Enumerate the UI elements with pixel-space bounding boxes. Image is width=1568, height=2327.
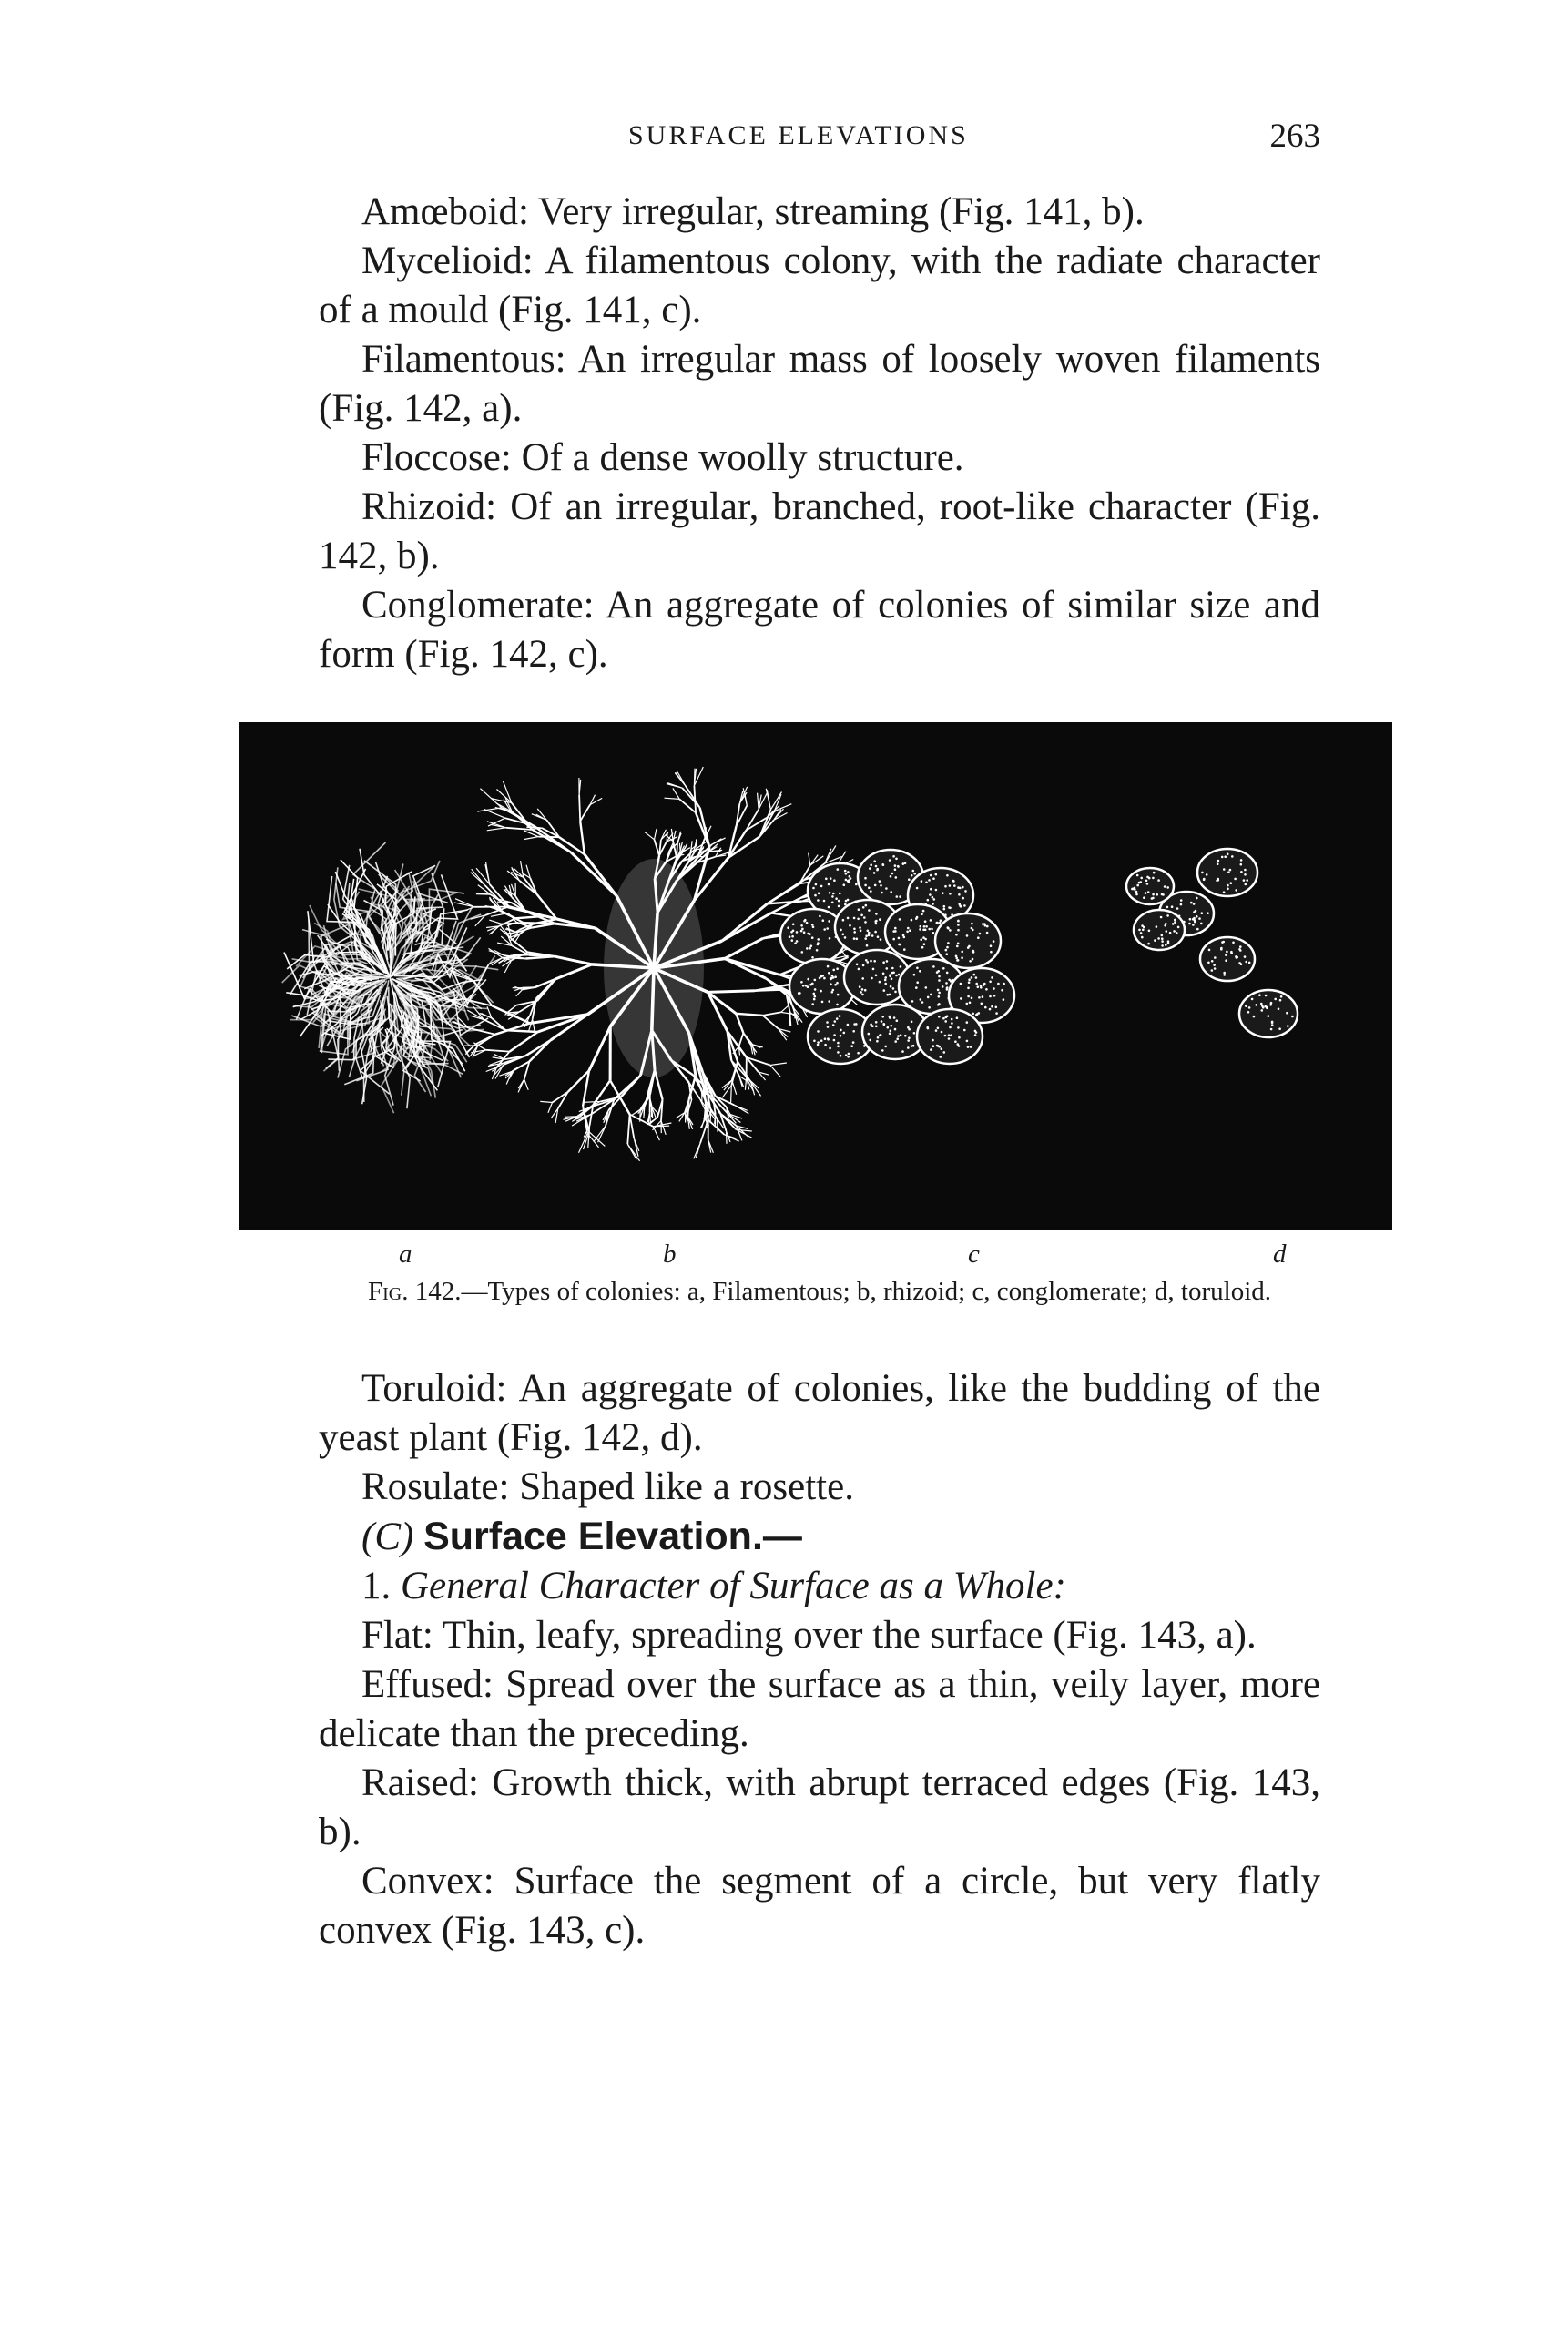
figure-142-illustration <box>239 722 1392 1230</box>
conglomerate-colony <box>780 850 1014 1064</box>
figure-panel-letters <box>239 1240 1392 1276</box>
term: Toruloid: <box>361 1367 507 1410</box>
section-title: Surface Elevation.— <box>423 1515 802 1558</box>
term: Amœboid: <box>361 190 529 233</box>
term: Filamentous: <box>361 338 566 381</box>
definition-toruloid <box>319 1364 1320 1463</box>
definition-amoeboid <box>319 188 1320 237</box>
body-text-top <box>319 188 1320 679</box>
definition-filamentous <box>319 335 1320 434</box>
definition: Shaped like a rosette. <box>509 1465 854 1508</box>
definition: Very irregular, streaming (Fig. 141, b). <box>528 190 1145 233</box>
definition-effused <box>319 1660 1320 1759</box>
section-heading <box>319 1512 1320 1562</box>
colony-types-drawing <box>239 722 1392 1230</box>
definition-flat <box>319 1611 1320 1660</box>
definition-convex <box>319 1857 1320 1955</box>
definition: Thin, leafy, spreading over the surface (Fig. 143, a). <box>433 1614 1257 1657</box>
subheading-number: 1. <box>361 1565 392 1607</box>
toruloid-colony <box>1126 849 1298 1037</box>
definition: A filamentous colony, with the radiate character of a mould (Fig. 141, c). <box>319 240 1320 332</box>
definition: Of a dense woolly structure. <box>511 436 964 479</box>
term: Convex: <box>361 1860 494 1903</box>
definition-conglomerate <box>319 581 1320 679</box>
term: Effused: <box>361 1663 494 1706</box>
term: Flat: <box>361 1614 433 1657</box>
definition: Growth thick, with abrupt terraced edges (Fig. 143, b). <box>319 1761 1320 1853</box>
filamentous-colony <box>282 842 499 1113</box>
body-text-bottom <box>319 1364 1320 1955</box>
definition: Spread over the surface as a thin, veily layer, more delicate than the preceding. <box>319 1663 1320 1755</box>
subheading-title: General Character of Surface as a Whole: <box>401 1565 1066 1607</box>
definition: Surface the segment of a circle, but very flatly convex (Fig. 143, c). <box>319 1860 1320 1952</box>
term: Rosulate: <box>361 1465 510 1508</box>
definition-rosulate <box>319 1463 1320 1512</box>
subheading <box>319 1562 1320 1611</box>
caption-text: —Types of colonies: a, Filamentous; b, rhizoid; c, conglomerate; d, toruloid. <box>461 1277 1272 1306</box>
term: Rhizoid: <box>361 485 497 528</box>
definition-floccose <box>319 434 1320 483</box>
definition-rhizoid <box>319 483 1320 581</box>
page-number: 263 <box>1269 117 1320 155</box>
term: Mycelioid: <box>361 240 534 282</box>
panel-letter-c: c <box>968 1240 980 1269</box>
panel-letter-a: a <box>399 1240 412 1269</box>
definition: Of an irregular, branched, root-like character (Fig. 142, b). <box>319 485 1320 577</box>
definition-mycelioid <box>319 237 1320 335</box>
term: Floccose: <box>361 436 512 479</box>
definition: An aggregate of colonies of similar size and form (Fig. 142, c). <box>319 584 1320 676</box>
section-marker: (C) <box>361 1516 414 1558</box>
definition: An irregular mass of loosely woven filaments (Fig. 142, a). <box>319 338 1320 430</box>
panel-letter-d: d <box>1273 1240 1287 1269</box>
running-title: SURFACE ELEVATIONS <box>628 120 969 150</box>
panel-letter-b: b <box>663 1240 677 1269</box>
definition: An aggregate of colonies, like the budding of the yeast plant (Fig. 142, d). <box>319 1367 1320 1459</box>
term: Raised: <box>361 1761 479 1804</box>
running-head <box>319 117 1320 162</box>
caption-label: Fig. 142. <box>367 1277 462 1306</box>
definition-raised <box>319 1759 1320 1857</box>
figure-caption <box>319 1277 1320 1306</box>
term: Conglomerate: <box>361 584 595 627</box>
